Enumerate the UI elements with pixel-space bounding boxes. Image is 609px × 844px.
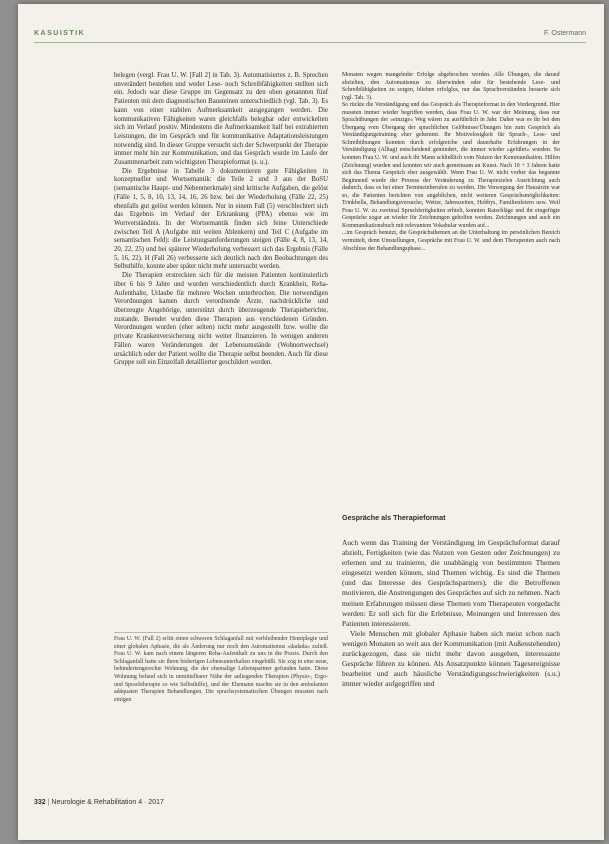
left-column xyxy=(114,72,328,368)
section-body xyxy=(342,538,560,689)
paragraph: So rückte die Verständigung und das Gespräch als Therapieformat in den Vordergrund. Hier mussten immer wieder begriffen werden, dass Frau U. W. war der Meinung, dass nur Sprachübungen der »einzige« Weg wären zu ausführlich in Jahr. Daher war es ihr bei den Übergang vom Übergang der sprachlichen Gelöbnisse/Übungen hin zum Gespräch als Verständigungstraining eher gehemmt. Ihr Motivelosigkeit für Sprach-, Lese- und Schreibübungen konnten durch erfolgreiche und dauerhafte Erfahrungen in der Verständigung (Alltag) entscheidend gemindert, die immer wieder »geführt« wurden. So konnten Frau U. W. und auch ihr Mann schließlich vom Nutzen der Kommunikation. Hilfen (Zeichnung) wurden und konnten wir auch gemeinsam an Kunst. Nach 10 + 3 Jahren hatte sich das Thema Gespräch eher ausgewählt. Wenn Frau U. W. nicht vorher das begannte Beginnend wurde der Prozess der Veränderung zu Therapiezielen Ausrichtung auch dadurch, dass es bei einer Termineinberufen zu werden. Die Versorgung der Hausärzte war so, die Patienten berichten von angeblichen, nicht weiteren Gesprächsmöglichkeiten: Trinkbella, Behandlungsversuche, Wetter, Jahreszeiten, Hobbys, Familienfeiern usw. Weil Frau U. W. zu zweimal Spruchfertigkeiten erhielt, konnten Ratschläge und ihr eingefügte Gespräche sogar an wieder für Zeichnungen geholfen werden. Zeichnungen und auch ein Kommunikationsbuch mit relevantem Vokabular wurden auf... xyxy=(342,102,560,229)
page-number: 332 xyxy=(34,799,46,806)
journal-name: Neurologie & Rehabilitation 4 · 2017 xyxy=(51,799,164,806)
footer-separator: | xyxy=(47,799,50,806)
paragraph: Viele Menschen mit globaler Aphasie haben sich meist schon nach wenigen Monaten so weit aus der Kommunikation (mit Außenstehenden) zurückgezogen, dass sie nicht mehr davon ausgehen, interessante Gespräche führen zu können. Als Ansatzpunkte können Tagesereignisse bearbeitet und auch häusliche Verständigungsschwierigkeiten (s.u.) immer wieder aufgegriffen und xyxy=(342,628,560,689)
author-name: F. Ostermann xyxy=(543,30,586,37)
paragraph: Auch wenn das Training der Verständigung im Gesprächsformat darauf abzielt, Fertigkeiten (wie das Nutzen von Gesten oder Zeichnungen) zu erlernen und zu trainieren, die unabhängig von bestimmten Themen eingesetzt werden können, sind Themen wichtig. Es sind die Themen (und das Interesse des Gesprächspartners), die die Betroffenen motivieren, die Anstrengungen des Gespräches auf sich zu nehmen. Nach meinen Erfahrungen müssen diese Themen vom Therapeuten vorgedacht werden: Er soll sich für die Erlebnisse, Meinungen und Interessen des Patienten interessieren. xyxy=(342,538,560,628)
running-header xyxy=(34,30,586,42)
case-text: Frau U. W. (Fall 2) erlitt einen schweren Schlaganfall mit verbleibender Hemiplegie und einer globalen Aphasie, die als Änderung nur noch den Automatismus »dadada« zuließ. Frau U. W. kam nach einem längeren Reha-Aufenthalt zu uns in die Praxis. Durch den Schlaganfall hatte sie ihren bisherigen Lebensunterhalten eingebüßt. Sie zog in eine neue, behindertengerechte Wohnung, die der ehemalige Lebenspartner gefunden hatte. Diese Wohnung befand sich in unmittelbarer Nähe der anliegenden Therapien (Physio-, Ergo- und Sprachtherapie so wie Selbsthilfe), und der Ehemann machte sie in den ambulanten adäquaten Therapien Behandlungen. Die sprachsystematischen Übungen mussten nach einigen xyxy=(114,636,328,703)
header-divider xyxy=(34,42,586,43)
right-column xyxy=(342,72,560,253)
paragraph: Die Ergebnisse in Tabelle 3 dokumentieren gute Fähigkeiten in konzeptueller und Wortsemantik: die Teile 2 und 3 aus der BoSU (semantische Haupt- und Nebenmerkmale) sind kritische Aufgaben, die gelöst (Fälle 1, 5, 8, 10, 13, 14, 16, 26 bzw. bei der Wiederholung (Fälle 22, 25) ebenfalls gut gelöst werden können. Nur in einem Fall (5) verschlechtert sich das Ergebnis im Verlauf der Erkrankung (PPA) ebenso wie im Wortverständnis. In der Wortsemantik finden sich feine Unterschiede zwischen Teil A (Aufgabe mit weiten Ablenkern) und Teil C (Aufgabe im semantischen Feld): die Leistungsanforderungen steigen (Fälle 4, 8, 13, 14, 20, 22, 25) und bei späterer Wiederholung verbessert sich das Ergebnis (Fälle 5, 16, 22). H (Fall 26) verbesserte sich deutlich nach den Beobachtungen des Selbsthilfe, konnte aber später nicht mehr untersucht werden. xyxy=(114,167,328,271)
section-rubric: KASUISTIK xyxy=(34,30,86,37)
section-heading: Gespräche als Therapieformat xyxy=(342,513,446,522)
page-footer xyxy=(34,799,334,811)
paragraph: belegen (vergl. Frau U. W. [Fall 2] in Tab. 3). Automatisiertes z. B. Sprechen unverändert bestehen und weder Lese- noch Schreibfähigkeiten stellten sich ein. Jedoch war diese Gruppe im Gegensatz zu den oben genannten fünf Patienten mit dem diagnostischen Bausteinen unterschiedlich (vgl. Tab. 3). Es kann von einer stabilen Aufmerksamkeit ausgegangen werden. Die kommunikativen Fähigkeiten waren gleichfalls belegbar oder entwickelten sich im Verlauf positiv. Mindestens die Aufmerksamkeit half bei extrahierten Leistungen, die im Gespräch und für kommunikative Adaptationsleistungen notwendig sind. In dieser Gruppe versucht sich der Schwerpunkt der Therapie immer mehr hin zur Kommunikation, und das Gespräch wurde im Laufe der Zusammenarbeit zum wichtigsten Therapieformat (s. u.). xyxy=(114,72,328,167)
paragraph: Monaten wegen mangelnder Erfolge abgebrochen werden. Alle Übungen, die darauf abzielten, den Automatismus zu überwinden oder für bestehende Lese- und Schreibfähigkeiten zu sorgen, blieben erfolglos, nur das Sprachverständnis besserte sich (vgl. Tab. 3). xyxy=(342,72,560,101)
journal-page xyxy=(18,4,604,840)
paragraph: ...im Gespräch benutzt, die Gesprächsthemen an die Unterhaltung im persönlichen Bereich vermittelt, denn Umstellungen, Gespräche mit Frau U. W. und dem Therapeuten auch nach Abschluss der Behandlungsphase... xyxy=(342,230,560,252)
paragraph: Die Therapien erstreckten sich für die meisten Patienten kontinuierlich über 6 bis 9 Jahre und wurden verschiedentlich durch Krankheit, Reha-Aufenthalte, Urlaube für mehrere Wochen unterbrochen. Die notwendigen Verordnungen kamen durch verordnende Ärzte, nachdrückliche und überzeugte Angehörige, unterstützt durch überzeugende Therapieberichte, zustande. Beendet wurden diese Therapien aus verschiedenen Gründen. Verordnungen wurden (eher selten) nicht mehr ausgestellt bzw. wollte die private Krankenversicherung nicht weiter finanzieren. In wenigen anderen Fällen waren Veränderungen der Lebensumstände (Wohnortwechsel) ursächlich oder der Patient wollte die Therapie selbst beenden. Auch für diese Gruppe soll ein Einzelfall detaillierter geschildert werden. xyxy=(114,272,328,367)
case-description-box xyxy=(114,632,328,754)
